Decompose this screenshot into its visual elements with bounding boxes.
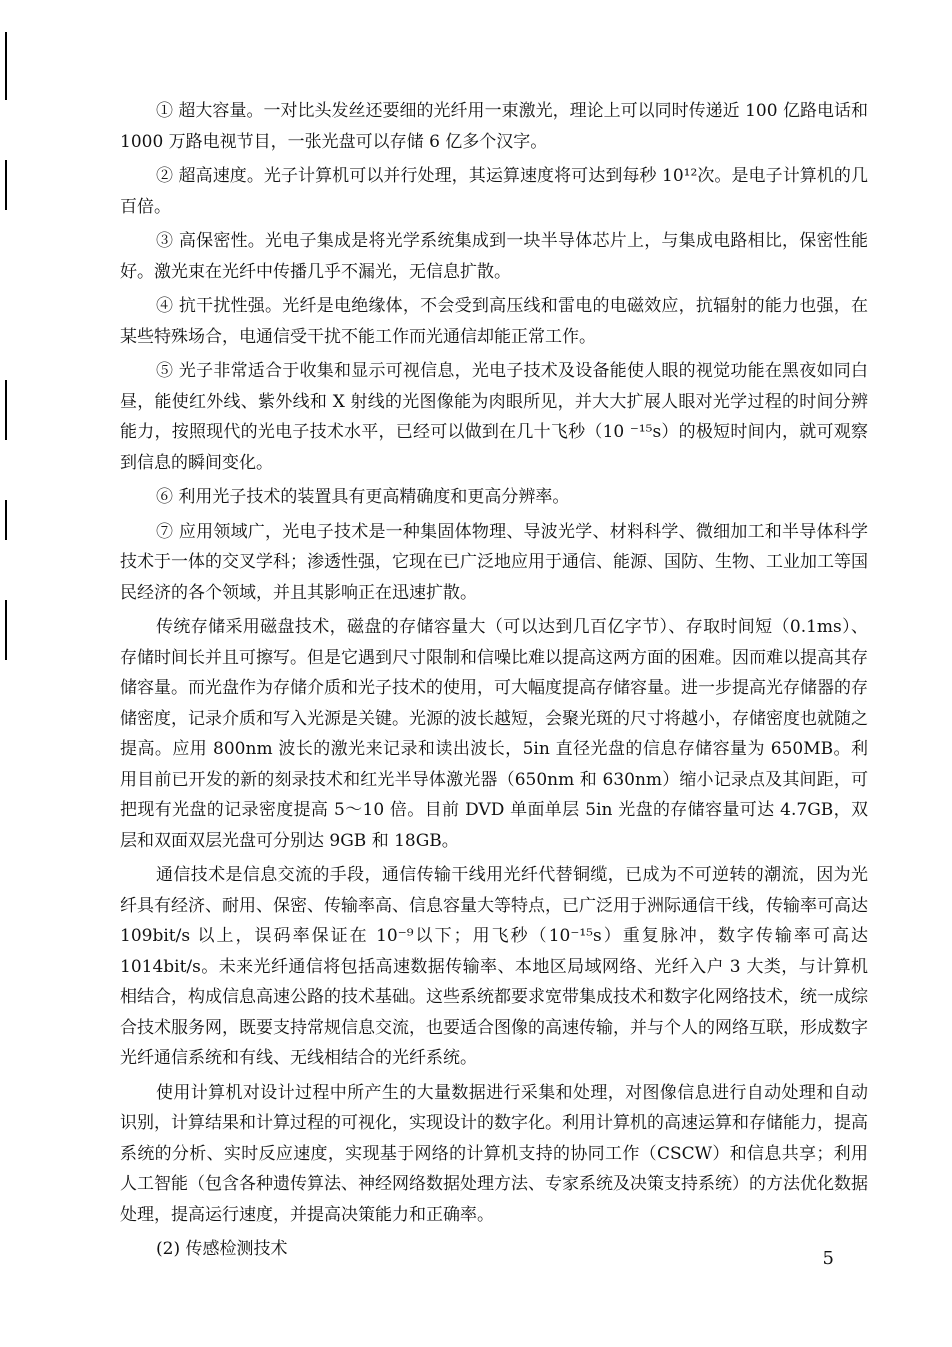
paragraph: ① 超大容量。一对比头发丝还要细的光纤用一束激光，理论上可以同时传递近 100 亿路电话和 1000 万路电视节目，一张光盘可以存储 6 亿多个汉字。 [120,101,868,152]
body-text [120,96,868,1269]
paragraph: 使用计算机对设计过程中所产生的大量数据进行采集和处理，对图像信息进行自动处理和自动识别，计算结果和计算过程的可视化，实现设计的数字化。利用计算机的高速运算和存储能力，提高系统的分析、实时反应速度，实现基于网络的计算机支持的协同工作（CSCW）和信息共享；利用人工智能（包含各种遗传算法、神经网络数据处理方法、专家系统及决策支持系统）的方法优化数据处理，提高运行速度，并提高决策能力和正确率。 [120,1082,868,1225]
scan-edge-mark [5,160,7,210]
section-heading: (2) 传感检测技术 [156,1239,288,1259]
paragraph: ⑥ 利用光子技术的装置具有更高精确度和更高分辨率。 [156,487,570,507]
paragraph: ⑤ 光子非常适合于收集和显示可视信息，光电子技术及设备能使人眼的视觉功能在黑夜如同白昼，能使红外线、紫外线和 X 射线的光图像能为肉眼所见，并大大扩展人眼对光学过程的时间分辨能力，按照现代的光电子技术水平，已经可以做到在几十飞秒（10 ⁻¹⁵s）的极短时间内，就可观察到信息的瞬间变化。 [120,361,868,473]
paragraph: 通信技术是信息交流的手段，通信传输干线用光纤代替铜缆，已成为不可逆转的潮流，因为光纤具有经济、耐用、保密、传输率高、信息容量大等特点，已广泛用于洲际通信干线，传输率可高达 109bit/s 以上，误码率保证在 10⁻⁹以下；用飞秒（10⁻¹⁵s）重复脉冲，数字传输率可高达 1014bit/s。未来光纤通信将包括高速数据传输率、本地区局域网络、光纤入户 3 大类，与计算机相结合，构成信息高速公路的技术基础。这些系统都要求宽带集成技术和数字化网络技术，统一成综合技术服务网，既要支持常规信息交流，也要适合图像的高速传输，并与个人的网络互联，形成数字光纤通信系统和有线、无线相结合的光纤系统。 [120,865,868,1068]
scan-edge-mark [5,500,7,540]
paragraph: ⑦ 应用领域广，光电子技术是一种集固体物理、导波光学、材料科学、微细加工和半导体科学技术于一体的交叉学科；渗透性强，它现在已广泛地应用于通信、能源、国防、生物、工业加工等国民经济的各个领域，并且其影响正在迅速扩散。 [120,521,868,603]
paragraph: ③ 高保密性。光电子集成是将光学系统集成到一块半导体芯片上，与集成电路相比，保密性能好。激光束在光纤中传播几乎不漏光，无信息扩散。 [120,231,868,282]
scan-edge-mark [5,380,7,440]
page-number: 5 [822,1248,834,1269]
paragraph: ② 超高速度。光子计算机可以并行处理，其运算速度将可达到每秒 10¹²次。是电子计算机的几百倍。 [120,166,868,217]
paragraph: 传统存储采用磁盘技术，磁盘的存储容量大（可以达到几百亿字节）、存取时间短（0.1ms）、存储时间长并且可擦写。但是它遇到尺寸限制和信噪比难以提高这两方面的困难。因而难以提高其存储容量。而光盘作为存储介质和光子技术的使用，可大幅度提高存储容量。进一步提高光存储器的存储密度，记录介质和写入光源是关键。光源的波长越短，会聚光斑的尺寸将越小，存储密度也就随之提高。应用 800nm 波长的激光来记录和读出波长，5in 直径光盘的信息存储容量为 650MB。利用目前已开发的新的刻录技术和红光半导体激光器（650nm 和 630nm）缩小记录点及其间距，可把现有光盘的记录密度提高 5～10 倍。目前 DVD 单面单层 5in 光盘的存储容量可达 4.7GB，双层和双面双层光盘可分别达 9GB 和 18GB。 [120,617,868,851]
scan-edge-mark [5,600,7,660]
paragraph: ④ 抗干扰性强。光纤是电绝缘体，不会受到高压线和雷电的电磁效应，抗辐射的能力也强，在某些特殊场合，电通信受干扰不能工作而光通信却能正常工作。 [120,296,868,347]
scan-edge-mark [5,32,7,100]
